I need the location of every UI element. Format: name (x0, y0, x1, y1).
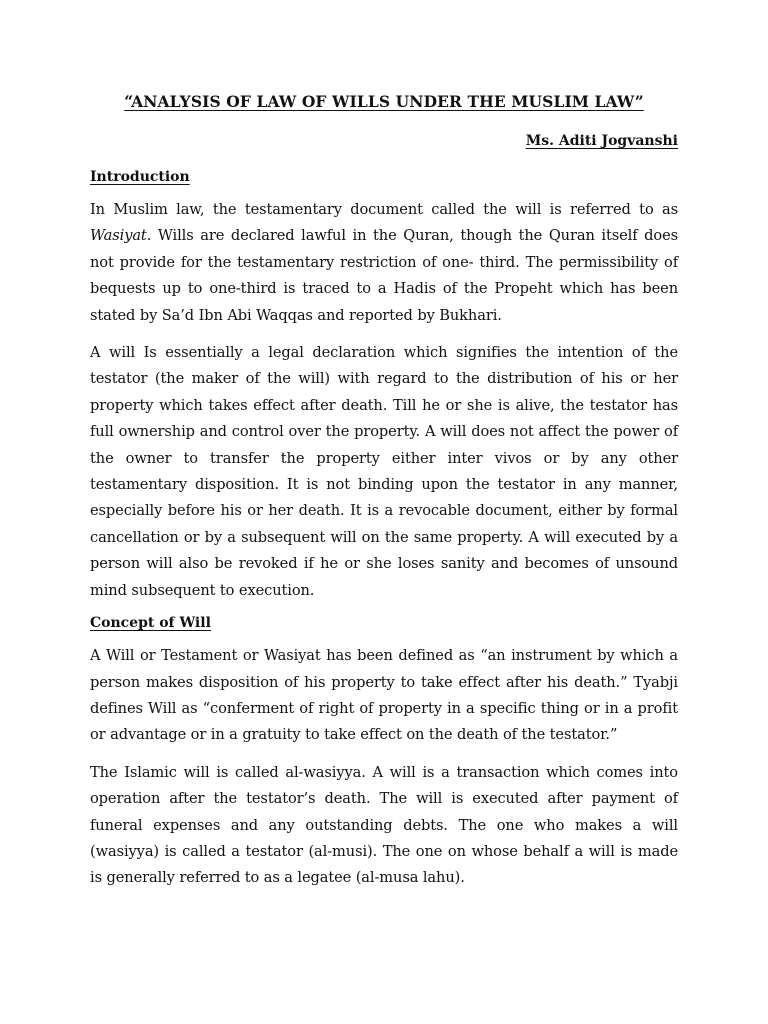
introduction-paragraph-1: In Muslim law, the testamentary document called the will is referred to as Wasiyat. Wills are declared lawful in the Quran, though the Quran itself does not provide for the testamentary restriction of one- third. The permissibility of bequests up to one-third is traced to a Hadis of the Propeht which has been stated by Sa’d Ibn Abi Waqqas and reported by Bukhari. (90, 201, 678, 324)
concept-paragraph-1: A Will or Testament or Wasiyat has been defined as “an instrument by which a person makes disposition of his property to take effect after his death.” Tyabji defines Will as “conferment of right of property in a specific thing or in a profit or advantage or in a gratuity to take effect on the death of the testator.” (90, 647, 678, 744)
wasiyat-term: Wasiyat (90, 227, 147, 245)
section-heading-introduction: Introduction (90, 169, 190, 185)
concept-paragraph-2: The Islamic will is called al-wasiyya. A will is a transaction which comes into operation after the testator’s death. The will is executed after payment of funeral expenses and any outstanding debts. The one who makes a will (wasiyya) is called a testator (al-musi). The one on whose behalf a will is made is generally referred to as a legatee (al-musa lahu). (90, 763, 678, 887)
author-name: Ms. Aditi Jogvanshi (525, 133, 678, 149)
introduction-paragraph-2: A will Is essentially a legal declaration which signifies the intention of the testator (the maker of the will) with regard to the distribution of his or her property which takes effect after death. Till he or she is alive, the testator has full ownership and control over the property. A will does not affect the power of the owner to transfer the property either inter vivos or by any other testamentary disposition. It is not binding upon the testator in any manner, especially before his or her death. It is a revocable document, either by formal cancellation or by a subsequent will on the same property. A will executed by a person will also be revoked if he or she loses sanity and becomes of unsound mind subsequent to execution. (90, 344, 678, 599)
section-heading-concept-of-will: Concept of Will (90, 615, 211, 632)
document-page (90, 92, 678, 903)
document-title: “ANALYSIS OF LAW OF WILLS UNDER THE MUSLIM LAW” (124, 92, 644, 111)
